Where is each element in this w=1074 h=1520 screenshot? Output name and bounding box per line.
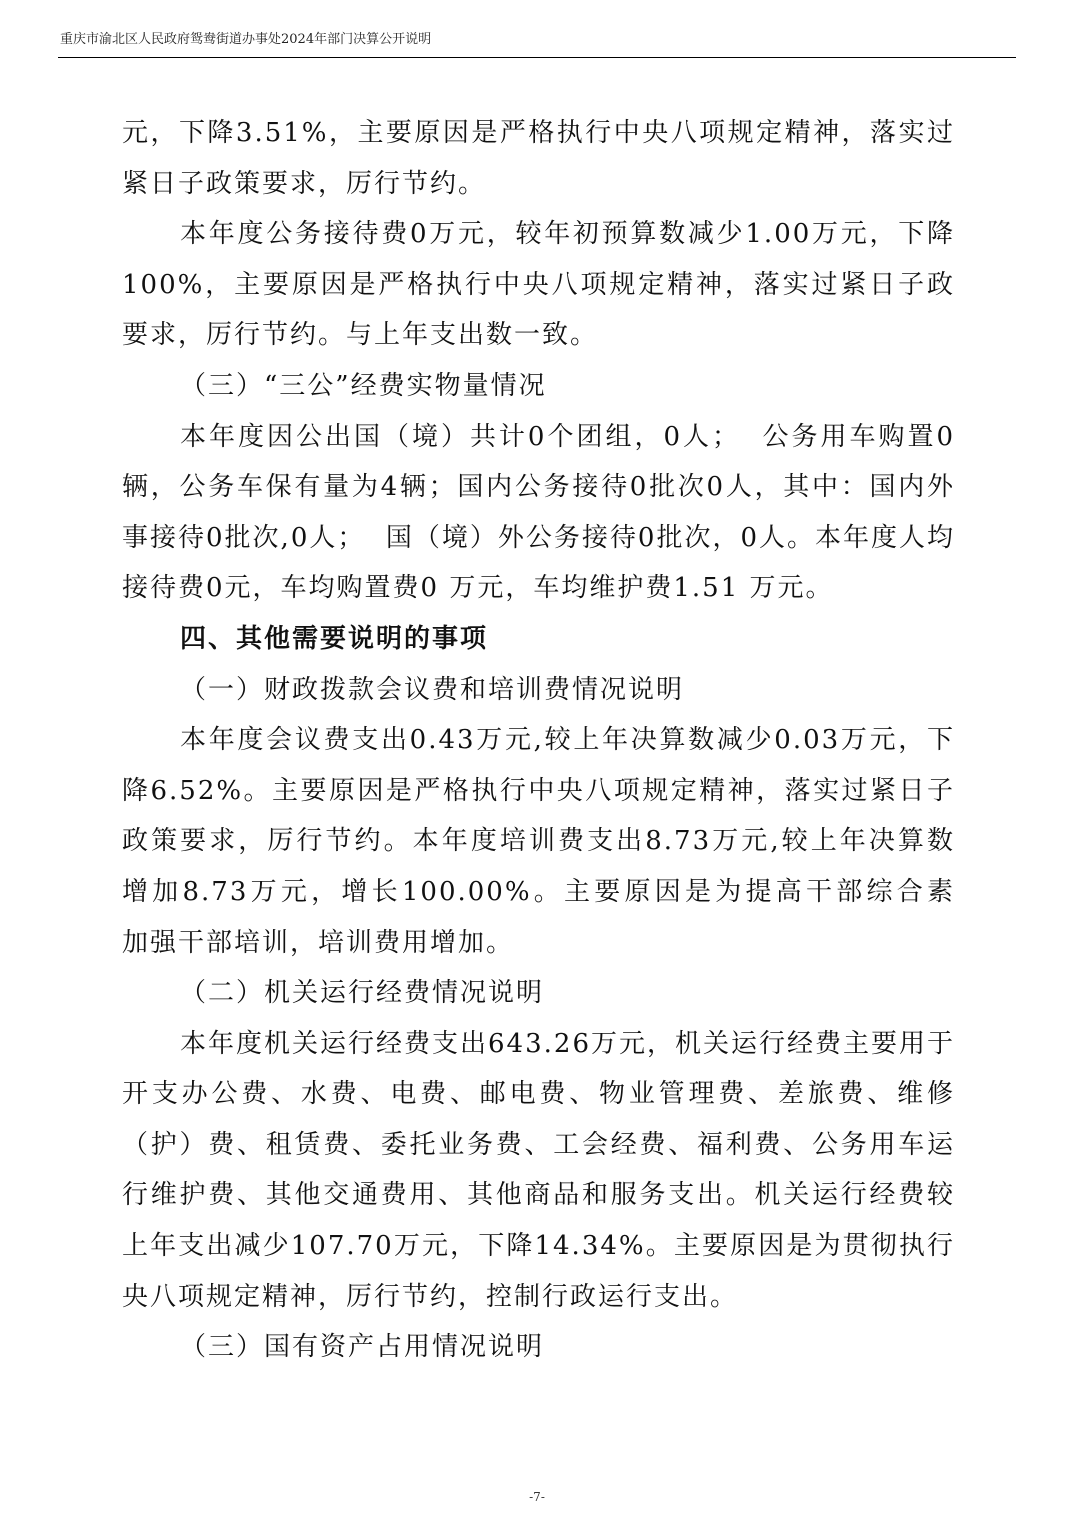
subsection-heading: （三）“三公”经费实物量情况 [180,370,547,401]
paragraph-line: 上年支出减少107.70万元，下降14.34%。主要原因是为贯彻执行 [122,1231,955,1262]
subsection-heading-state-assets [122,1322,955,1373]
section-heading: 四、其他需要说明的事项 [180,623,489,654]
paragraph-line: 开支办公费、水费、电费、邮电费、物业管理费、差旅费、维修 [122,1079,955,1110]
subsection-heading-operating-expenses [122,968,955,1019]
paragraph-line: 降6.52%。主要原因是严格执行中央八项规定精神，落实过紧日子 [122,775,955,806]
header-divider [58,57,1016,58]
paragraph-line: 本年度公务接待费0万元，较年初预算数减少1.00万元，下降 [180,219,955,250]
paragraph-three-public-quantity [122,412,955,614]
paragraph-line: 紧日子政策要求，厉行节约。 [122,168,487,199]
paragraph-line: 要求，厉行节约。与上年支出数一致。 [122,320,599,351]
paragraph-line: 本年度因公出国（境）共计0个团组，0人； 公务用车购置0 [180,421,955,452]
paragraph-public-vehicle-cost-continued [122,108,955,209]
paragraph-line: 加强干部培训，培训费用增加。 [122,927,515,958]
paragraph-line: 行维护费、其他交通费用、其他商品和服务支出。机关运行经费较 [122,1180,955,1211]
paragraph-operating-expenses [122,1019,955,1323]
paragraph-line: 增加8.73万元，增长100.00%。主要原因是为提高干部综合素 [122,876,955,907]
paragraph-meeting-training [122,715,955,968]
running-header: 重庆市渝北区人民政府鸳鸯街道办事处2024年部门决算公开说明 [60,32,432,47]
paragraph-line: 事接待0批次,0人； 国（境）外公务接待0批次，0人。本年度人均 [122,522,955,553]
paragraph-line: 政策要求，厉行节约。本年度培训费支出8.73万元,较上年决算数 [122,826,955,857]
paragraph-line: 辆，公务车保有量为4辆；国内公务接待0批次0人，其中：国内外 [122,472,955,503]
subsection-heading: （三）国有资产占用情况说明 [180,1332,545,1363]
section-heading-other-matters [122,614,955,665]
paragraph-line: 元，下降3.51%，主要原因是严格执行中央八项规定精神，落实过 [122,118,955,148]
subsection-heading: （二）机关运行经费情况说明 [180,978,545,1009]
paragraph-line: 央八项规定精神，厉行节约，控制行政运行支出。 [122,1281,739,1312]
paragraph-line: 本年度会议费支出0.43万元,较上年决算数减少0.03万元，下 [180,725,955,756]
subsection-heading-meeting-training [122,665,955,716]
paragraph-reception-cost [122,209,955,361]
paragraph-line: 100%，主要原因是严格执行中央八项规定精神，落实过紧日子政 [122,269,955,300]
subsection-heading: （一）财政拨款会议费和培训费情况说明 [180,674,685,705]
document-body [122,108,955,1373]
paragraph-line: 接待费0元，车均购置费0 万元，车均维护费1.51 万元。 [122,573,834,604]
page-number: -7- [529,1490,545,1504]
section-heading-three-public-quantity [122,361,955,412]
paragraph-line: （护）费、租赁费、委托业务费、工会经费、福利费、公务用车运 [122,1129,955,1160]
paragraph-line: 本年度机关运行经费支出643.26万元，机关运行经费主要用于 [180,1028,955,1059]
